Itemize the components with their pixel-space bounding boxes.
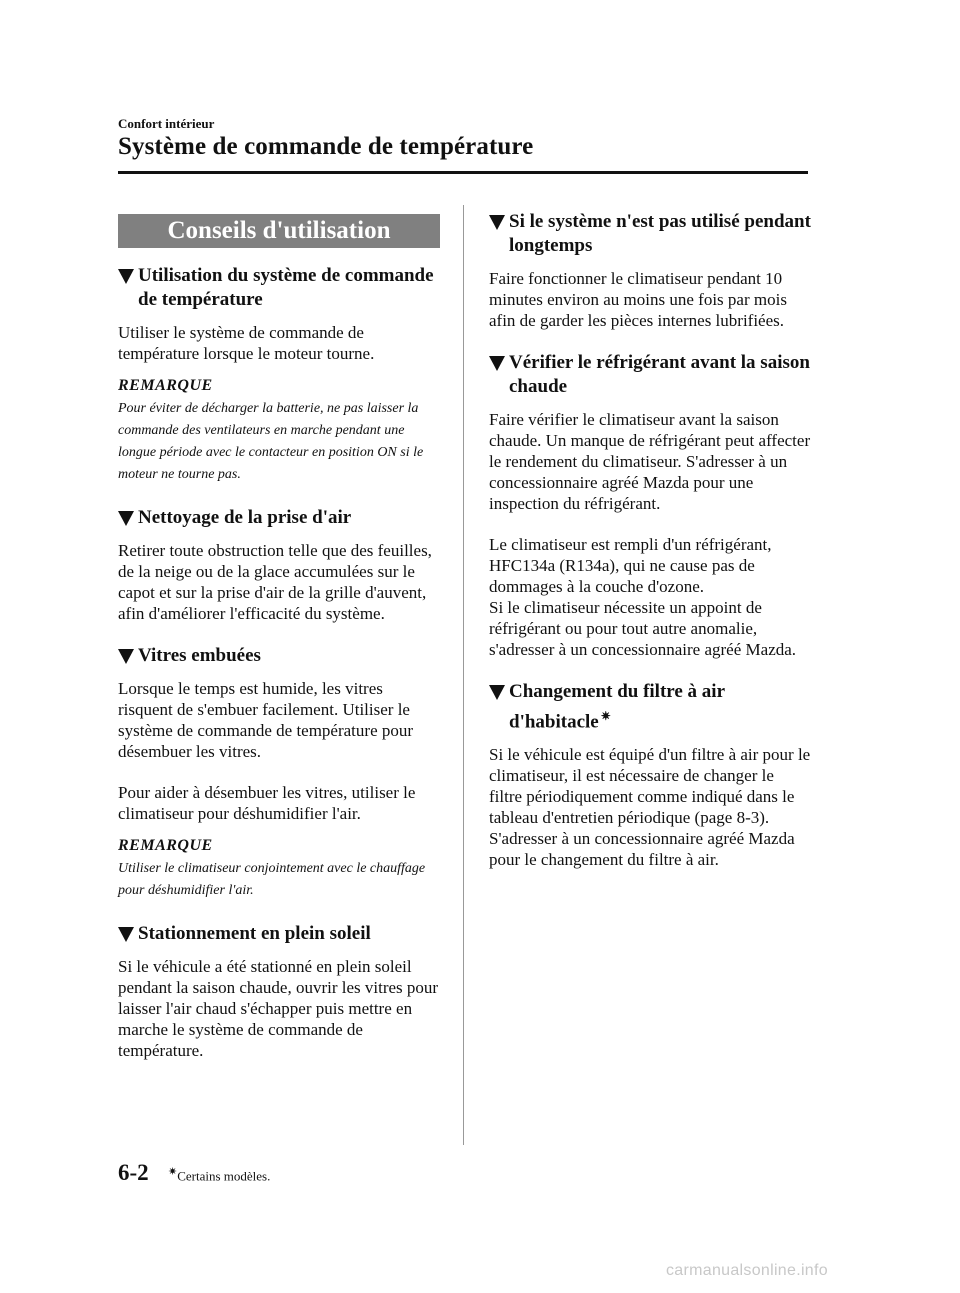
triangle-bullet-icon (118, 927, 134, 942)
subsection-title-text: Vérifier le réfrigérant avant la saison chaude (509, 352, 810, 397)
triangle-bullet-icon (118, 269, 134, 284)
section-unused (489, 210, 811, 331)
subsection-title (489, 680, 811, 734)
section-sun-parking (118, 922, 440, 1061)
body-text: Le climatiseur est rempli d'un réfrigérant, HFC134a (R134a), qui ne cause pas de dommages à la couche d'ozone. (489, 535, 772, 596)
body-text: Lorsque le temps est humide, les vitres risquent de s'embuer facilement. Utiliser le système de commande de température pour désembuer les vitres. (118, 679, 414, 761)
subsection-title-text: Stationnement en plein soleil (138, 923, 371, 944)
triangle-bullet-icon (118, 511, 134, 526)
body-text: Faire fonctionner le climatiseur pendant 10 minutes environ au moins une fois par mois afin de garder les pièces internes lubrifiées. (489, 269, 787, 330)
body-text: Si le climatiseur nécessite un appoint de réfrigérant ou pour tout autre anomalie, s'adresser à un concessionnaire agréé Mazda. (489, 598, 797, 659)
page-number: 6-2 (118, 1160, 149, 1185)
footnote (166, 1165, 270, 1184)
subsection-title-text: Nettoyage de la prise d'air (138, 507, 352, 528)
triangle-bullet-icon (118, 649, 134, 664)
star-icon: ✷ (600, 709, 611, 723)
section-air-intake (118, 506, 440, 624)
header-rule (118, 171, 808, 174)
watermark: carmanualsonline.info (666, 1262, 828, 1279)
section-refrigerant (489, 351, 811, 660)
note-label: REMARQUE (118, 837, 213, 854)
footnote-text: Certains modèles. (177, 1168, 271, 1184)
note-text: Pour éviter de décharger la batterie, ne pas laisser la commande des ventilateurs en marche pendant une longue période avec le contacteur en position ON si le moteur ne tourne pas. (118, 401, 424, 482)
triangle-bullet-icon (489, 215, 505, 230)
section-usage (118, 264, 440, 486)
body-text: Si le véhicule a été stationné en plein soleil pendant la saison chaude, ouvrir les vitres pour laisser l'air chaud s'échapper puis mettre en marche le système de commande de température. (118, 957, 439, 1060)
body-text: Pour aider à désembuer les vitres, utiliser le climatiseur pour déshumidifier l'air. (118, 783, 416, 823)
section-cabin-filter (489, 680, 811, 870)
column-divider (463, 205, 464, 1145)
section-fogged-windows (118, 644, 440, 902)
subsection-title (118, 644, 440, 668)
left-column (118, 214, 440, 1081)
subsection-title (489, 210, 811, 258)
triangle-bullet-icon (489, 356, 505, 371)
subsection-title (489, 351, 811, 399)
body-text: Retirer toute obstruction telle que des feuilles, de la neige ou de la glace accumulées sur le capot et sur la prise d'air de la grille d'auvent, afin d'améliorer l'efficacité du système. (118, 541, 432, 623)
subsection-title (118, 264, 440, 312)
subsection-title-text: Si le système n'est pas utilisé pendant longtemps (509, 211, 811, 256)
star-icon: ✷ (168, 1166, 178, 1178)
subsection-title (118, 506, 440, 530)
section-label: Confort intérieur (118, 116, 215, 131)
subsection-title (118, 922, 440, 946)
chapter-title: Système de commande de température (118, 133, 534, 160)
body-text: Faire vérifier le climatiseur avant la saison chaude. Un manque de réfrigérant peut affecter le rendement du climatiseur. S'adresser à un concessionnaire agréé Mazda pour une inspection du réfrigérant. (489, 410, 811, 513)
subsection-title-text: Changement du filtre à air d'habitacle (509, 681, 725, 733)
body-text: Si le véhicule est équipé d'un filtre à air pour le climatiseur, il est nécessaire de changer le filtre périodiquement comme indiqué dans le tableau d'entretien périodique (page 8-3). S'adresser à un concessionnaire agréé Mazda pour le changement du filtre à air. (489, 745, 811, 870)
subsection-title-text: Utilisation du système de commande de température (138, 265, 434, 310)
note-text: Utiliser le climatiseur conjointement avec le chauffage pour déshumidifier l'air. (118, 861, 426, 898)
triangle-bullet-icon (489, 685, 505, 700)
body-text: Utiliser le système de commande de température lorsque le moteur tourne. (118, 323, 375, 363)
note-label: REMARQUE (118, 377, 213, 394)
section-banner: Conseils d'utilisation (118, 214, 440, 248)
right-column (489, 210, 811, 890)
subsection-title-text: Vitres embuées (138, 645, 261, 666)
